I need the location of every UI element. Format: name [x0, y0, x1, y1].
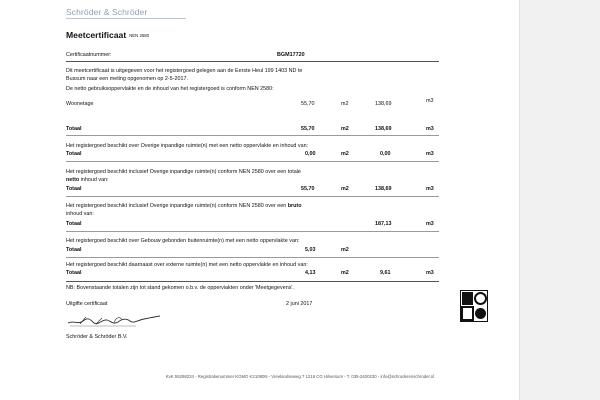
bruto-emphasis: bruto — [287, 203, 302, 209]
row-area-woonetage: 55,70 — [301, 101, 315, 107]
intro-line-2: Bussum naar een meting opgenomen op 2-5-2017. — [66, 76, 188, 82]
row-volume-unit: m3 — [426, 98, 434, 104]
signature — [66, 311, 162, 328]
section-bruto-total-label: Totaal — [66, 221, 82, 227]
certificate-number: BGM17720 — [277, 52, 305, 58]
section-netto-volume: 138,69 — [375, 186, 392, 192]
issued-date: 2 juni 2017 — [286, 301, 313, 307]
company-logo: Schröder & Schröder — [66, 7, 148, 17]
total-volume: 138,69 — [375, 126, 392, 132]
section-overige-total-label: Totaal — [66, 151, 82, 157]
total-area-unit: m2 — [341, 126, 349, 132]
section-overige-volume-unit: m3 — [426, 151, 434, 157]
total-volume-unit: m3 — [426, 126, 434, 132]
komo-mark-icon — [460, 290, 488, 322]
logo-underline — [66, 18, 186, 19]
divider — [66, 231, 439, 232]
section-overige-text: Het registergoed beschikt over Overige inpandige ruimte(n) met een netto oppervlakte en inhoud van: — [66, 143, 309, 149]
section-externe-total-label: Totaal — [66, 270, 82, 276]
divider — [66, 61, 439, 62]
section-netto-line-1: Het registergoed beschikt inclusief Overige inpandige ruimte(n) conform NEN 2580 over een totale — [66, 169, 301, 175]
intro-line-3: De netto gebruiksoppervlakte en de inhoud van het registergoed is conform NEN 2580: — [66, 86, 274, 92]
section-netto-area: 55,70 — [301, 186, 315, 192]
section-bruto-line-2: inhoud van: — [66, 211, 94, 217]
section-bruto-volume: 187,13 — [375, 221, 392, 227]
divider — [66, 257, 439, 258]
total-label: Totaal — [66, 126, 82, 132]
issued-label: Uitgifte certificaat — [66, 301, 108, 307]
section-externe-volume: 9,61 — [380, 270, 391, 276]
section-netto-line-2 — [66, 177, 109, 183]
bruto-text: Het registergoed beschikt inclusief Overige inpandige ruimte(n) conform NEN 2580 over een — [66, 203, 288, 209]
page-margin-strip — [519, 0, 600, 400]
section-netto-total-label: Totaal — [66, 186, 82, 192]
divider — [66, 281, 439, 282]
section-externe-area: 4,13 — [305, 270, 316, 276]
section-buitenruimte-area-unit: m2 — [341, 247, 349, 253]
section-externe-area-unit: m2 — [341, 270, 349, 276]
document-title — [66, 30, 149, 40]
section-netto-volume-unit: m3 — [426, 186, 434, 192]
section-bruto-line-1 — [66, 203, 302, 209]
total-area: 55,70 — [301, 126, 315, 132]
section-overige-area: 0,00 — [305, 151, 316, 157]
section-buitenruimte-text: Het registergoed beschikt over Gebouw gebonden buitenruimte(n) met een netto oppervlakte van: — [66, 238, 300, 244]
title-main: Meetcertificaat — [66, 30, 127, 40]
divider — [66, 135, 439, 136]
row-area-unit: m2 — [341, 101, 349, 107]
section-overige-volume: 0,00 — [380, 151, 391, 157]
company-name: Schröder & Schröder B.V. — [66, 334, 128, 340]
section-buitenruimte-area: 5,03 — [305, 247, 316, 253]
netto-rest: inhoud van: — [79, 177, 109, 183]
divider — [66, 196, 439, 197]
netto-emphasis: netto — [66, 177, 80, 183]
title-standard: NEN 2580 — [129, 33, 150, 38]
section-bruto-volume-unit: m3 — [426, 221, 434, 227]
intro-line-1: Dit meetcertificaat is uitgegeven voor het registergoed gelegen aan de Eerste Heul 199 1403 ND te — [66, 68, 303, 74]
row-label-woonetage: Woonetage — [66, 101, 94, 107]
footer-contact: KvK 55298234 - Registratienummer KOMO K21080N - Vreelandseweg 7 1216 CG Hilversum - T. 035-2400230 - info@schroderenschroder.nl — [165, 374, 435, 379]
section-externe-text: Het registergoed beschikt daarnaast over externe ruimte(n) met een netto oppervlakte en inhoud van: — [66, 262, 308, 268]
section-buitenruimte-total-label: Totaal — [66, 247, 82, 253]
row-volume-woonetage: 138,69 — [375, 101, 392, 107]
section-netto-area-unit: m2 — [341, 186, 349, 192]
section-overige-area-unit: m2 — [341, 151, 349, 157]
divider — [66, 161, 439, 162]
footnote: NB: Bovenstaande totalen zijn tot stand gekomen o.b.v. de opperviakten onder 'Meetgegevens'. — [66, 285, 294, 291]
certificate-label: Certificaatnummer: — [66, 52, 112, 58]
section-externe-volume-unit: m3 — [426, 270, 434, 276]
